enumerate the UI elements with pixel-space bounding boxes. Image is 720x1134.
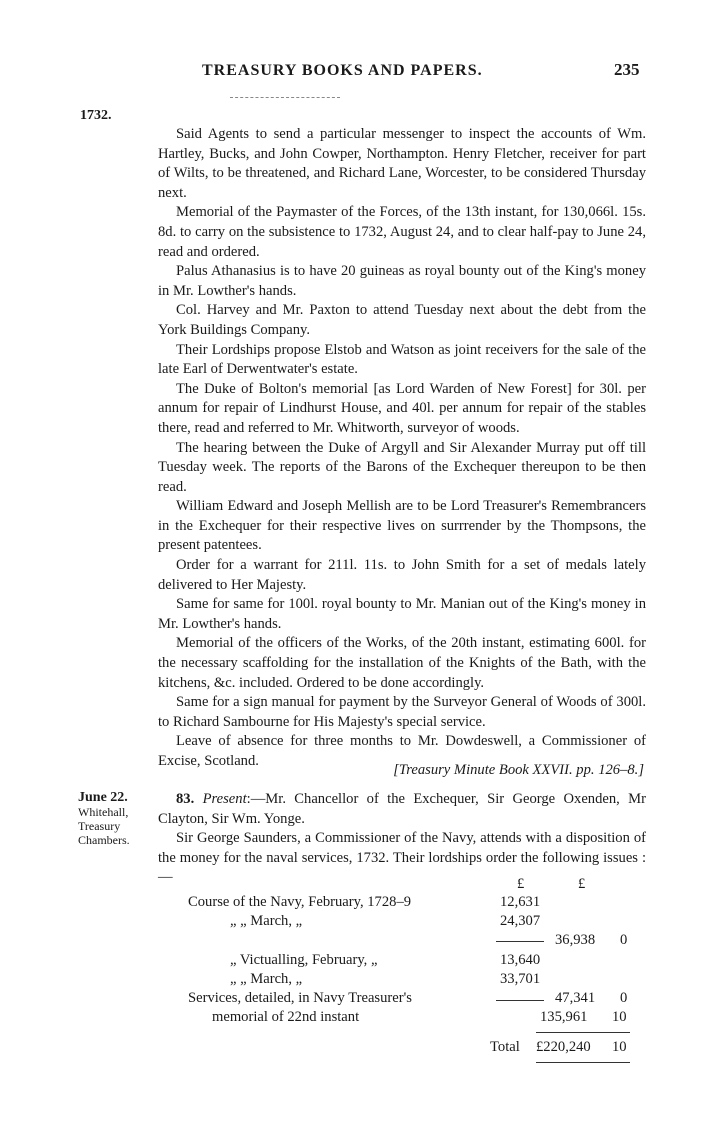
table-subtotal-d: 10 (612, 1009, 627, 1025)
table-row-label: Course of the Navy, February, 1728–9 (188, 894, 412, 910)
table-row-value: 12,631 (500, 894, 541, 910)
table-subtotal-d: 0 (620, 990, 628, 1006)
total-value: £220,240 (536, 1039, 591, 1055)
col-header: £ (517, 876, 525, 892)
entry-number: 83. (176, 791, 195, 807)
total-rule (536, 1032, 630, 1033)
table-subtotal: 36,938 (555, 932, 596, 948)
entry-sidenote (78, 791, 130, 847)
paragraph: Sir George Saunders, a Commissioner of the Navy, attends with a disposition of the money for the naval services, 1732. Their lordships order the following issues :— (158, 830, 646, 886)
paragraph: Order for a warrant for 211l. 11s. to John Smith for a set of medals lately delivered to Her Majesty. (158, 557, 646, 593)
table-row-label: „ „ March, „ (230, 971, 303, 987)
table-subtotal: 135,961 (540, 1009, 588, 1025)
table-subtotal: 47,341 (555, 990, 596, 1006)
paragraph: Memorial of the officers of the Works, of the 20th instant, estimating 600l. for the necessary scaffolding for the installation of the Knights of the Bath, with the kitchens, &c. included. Ordered to be done accordingly. (158, 635, 646, 691)
paragraph: Same for same for 100l. royal bounty to Mr. Manian out of the King's money in Mr. Lowther's hands. (158, 596, 646, 632)
entry-body (158, 790, 646, 888)
table-row-value: 24,307 (500, 913, 541, 929)
paragraph: William Edward and Joseph Mellish are to be Lord Treasurer's Remembrancers in the Exchequer for their respective lives on surrrender by the Thompsons, the present patentees. (158, 498, 646, 554)
minutes-body (158, 125, 646, 772)
table-row-label: „ Victualling, February, „ (230, 952, 378, 968)
sum-rule (496, 1000, 544, 1001)
table-row-value: 33,701 (500, 971, 541, 987)
year-marginal: 1732. (80, 108, 112, 123)
running-head: TREASURY BOOKS AND PAPERS. (202, 62, 483, 79)
table-subtotal-d: 0 (620, 932, 628, 948)
paragraph: The Duke of Bolton's memorial [as Lord Warden of New Forest] for 30l. per annum for repair of Lindhurst House, and 40l. per annum for repair of the stables there, read and referred to Mr. Whitworth, surveyor of woods. (158, 380, 646, 436)
sum-rule (496, 941, 544, 942)
paragraph: Palus Athanasius is to have 20 guineas as royal bounty out of the King's money in Mr. Lowther's hands. (158, 263, 646, 299)
header-divider (230, 97, 340, 98)
col-header: £ (578, 876, 586, 892)
paragraph: The hearing between the Duke of Argyll and Sir Alexander Murray put off till Tuesday week. The reports of the Barons of the Exchequer thereupon to be then read. (158, 439, 646, 495)
paragraph: Said Agents to send a particular messenger to inspect the accounts of Wm. Hartley, Bucks, and John Cowper, Northampton. Henry Fletcher, receiver for part of Wilts, to be threatened, and Richard Lane, Worcester, to be considered Thursday next. (158, 126, 646, 201)
table-row-label: Services, detailed, in Navy Treasurer's (188, 990, 412, 1006)
total-underline (536, 1062, 630, 1063)
page-number: 235 (614, 60, 640, 79)
paragraph: Col. Harvey and Mr. Paxton to attend Tuesday next about the debt from the York Buildings Company. (158, 302, 646, 338)
paragraph: Leave of absence for three months to Mr. Dowdeswell, a Commissioner of Excise, Scotland. (158, 733, 646, 769)
entry-place: Whitehall, (78, 805, 129, 819)
total-label: Total (490, 1039, 520, 1055)
table-row-label: „ „ March, „ (230, 913, 303, 929)
table-row-label: memorial of 22nd instant (212, 1009, 360, 1025)
total-value-d: 10 (612, 1039, 627, 1055)
present-paragraph (158, 790, 646, 829)
entry-place: Treasury (78, 819, 121, 833)
present-label: Present (202, 791, 247, 807)
paragraph: Same for a sign manual for payment by the Surveyor General of Woods of 300l. to Richard Sambourne for His Majesty's special service. (158, 694, 646, 730)
entry-place: Chambers. (78, 833, 130, 847)
table-row-value: 13,640 (500, 952, 541, 968)
citation: [Treasury Minute Book XXVII. pp. 126–8.] (393, 762, 644, 778)
paragraph: Their Lordships propose Elstob and Watson as joint receivers for the sale of the late Earl of Derwentwater's estate. (158, 341, 646, 378)
present-text: :—Mr. Chancellor of the Exchequer, Sir George Oxenden, Mr Clayton, Sir Wm. Yonge. (158, 791, 646, 827)
paragraph: Memorial of the Paymaster of the Forces, of the 13th instant, for 130,066l. 15s. 8d. to carry on the subsistence to 1732, August 24, and to clear half-pay to June 24, read and ordered. (158, 204, 646, 260)
entry-date: June 22. (78, 790, 128, 805)
